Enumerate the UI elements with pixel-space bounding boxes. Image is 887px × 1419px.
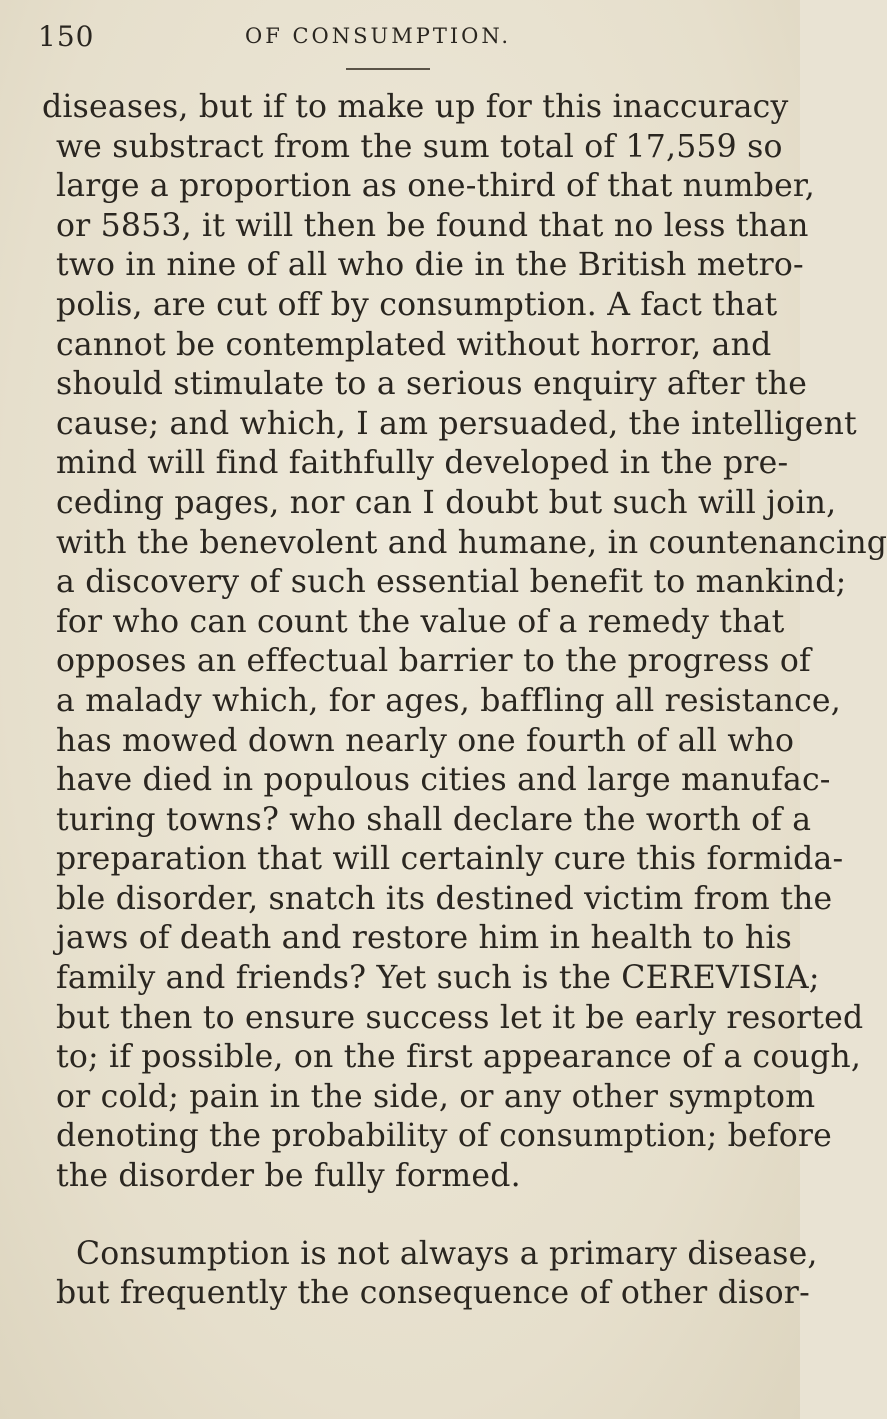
body-text	[42, 88, 887, 1314]
text-line: or cold; pain in the side, or any other symptom	[56, 1078, 816, 1115]
text-line: large a proportion as one-third of that number,	[56, 168, 815, 205]
header-rule	[346, 68, 430, 70]
page-number: 150	[38, 20, 95, 53]
text-line: turing towns? who shall declare the worth of a	[56, 801, 812, 838]
text-line: with the benevolent and humane, in countenancing	[56, 524, 887, 561]
text-line: a malady which, for ages, baffling all resistance,	[56, 682, 841, 719]
text-line: mind will find faithfully developed in the pre-	[56, 445, 789, 482]
page-header	[0, 14, 800, 54]
text-line: but then to ensure success let it be early resorted	[56, 999, 864, 1036]
text-line: to; if possible, on the first appearance of a cough,	[56, 1039, 862, 1076]
paragraph-2	[42, 1235, 818, 1314]
text-line: or 5853, it will then be found that no less than	[56, 207, 809, 244]
running-head: OF CONSUMPTION.	[245, 24, 512, 48]
text-line: polis, are cut off by consumption. A fact that	[56, 286, 778, 323]
text-line: preparation that will certainly cure this formida-	[56, 841, 844, 878]
text-line: for who can count the value of a remedy that	[56, 603, 785, 640]
text-line: cause; and which, I am persuaded, the intelligent	[56, 405, 857, 442]
text-line: family and friends? Yet such is the CEREVISIA;	[56, 960, 820, 997]
text-line: has mowed down nearly one fourth of all who	[56, 722, 795, 759]
text-line: the disorder be fully formed.	[56, 1158, 521, 1195]
text-line: but frequently the consequence of other disor-	[56, 1275, 810, 1312]
paragraph-gap	[42, 1197, 782, 1235]
text-line: should stimulate to a serious enquiry after the	[56, 366, 808, 403]
text-line: a discovery of such essential benefit to mankind;	[56, 564, 847, 601]
text-line: ble disorder, snatch its destined victim from the	[56, 880, 833, 917]
text-line: two in nine of all who die in the British metro-	[56, 247, 804, 284]
text-line: ceding pages, nor can I doubt but such will join,	[56, 484, 837, 521]
text-line: we substract from the sum total of 17,559 so	[56, 128, 783, 165]
text-line: diseases, but if to make up for this inaccuracy	[42, 89, 789, 125]
text-line: opposes an effectual barrier to the progress of	[56, 643, 811, 680]
text-line: have died in populous cities and large manufac-	[56, 762, 831, 799]
text-line: denoting the probability of consumption; before	[56, 1118, 832, 1155]
text-line: Consumption is not always a primary disease,	[76, 1235, 818, 1272]
text-line: cannot be contemplated without horror, and	[56, 326, 772, 363]
paragraph-1	[42, 88, 887, 1197]
text-line: jaws of death and restore him in health to his	[56, 920, 793, 957]
